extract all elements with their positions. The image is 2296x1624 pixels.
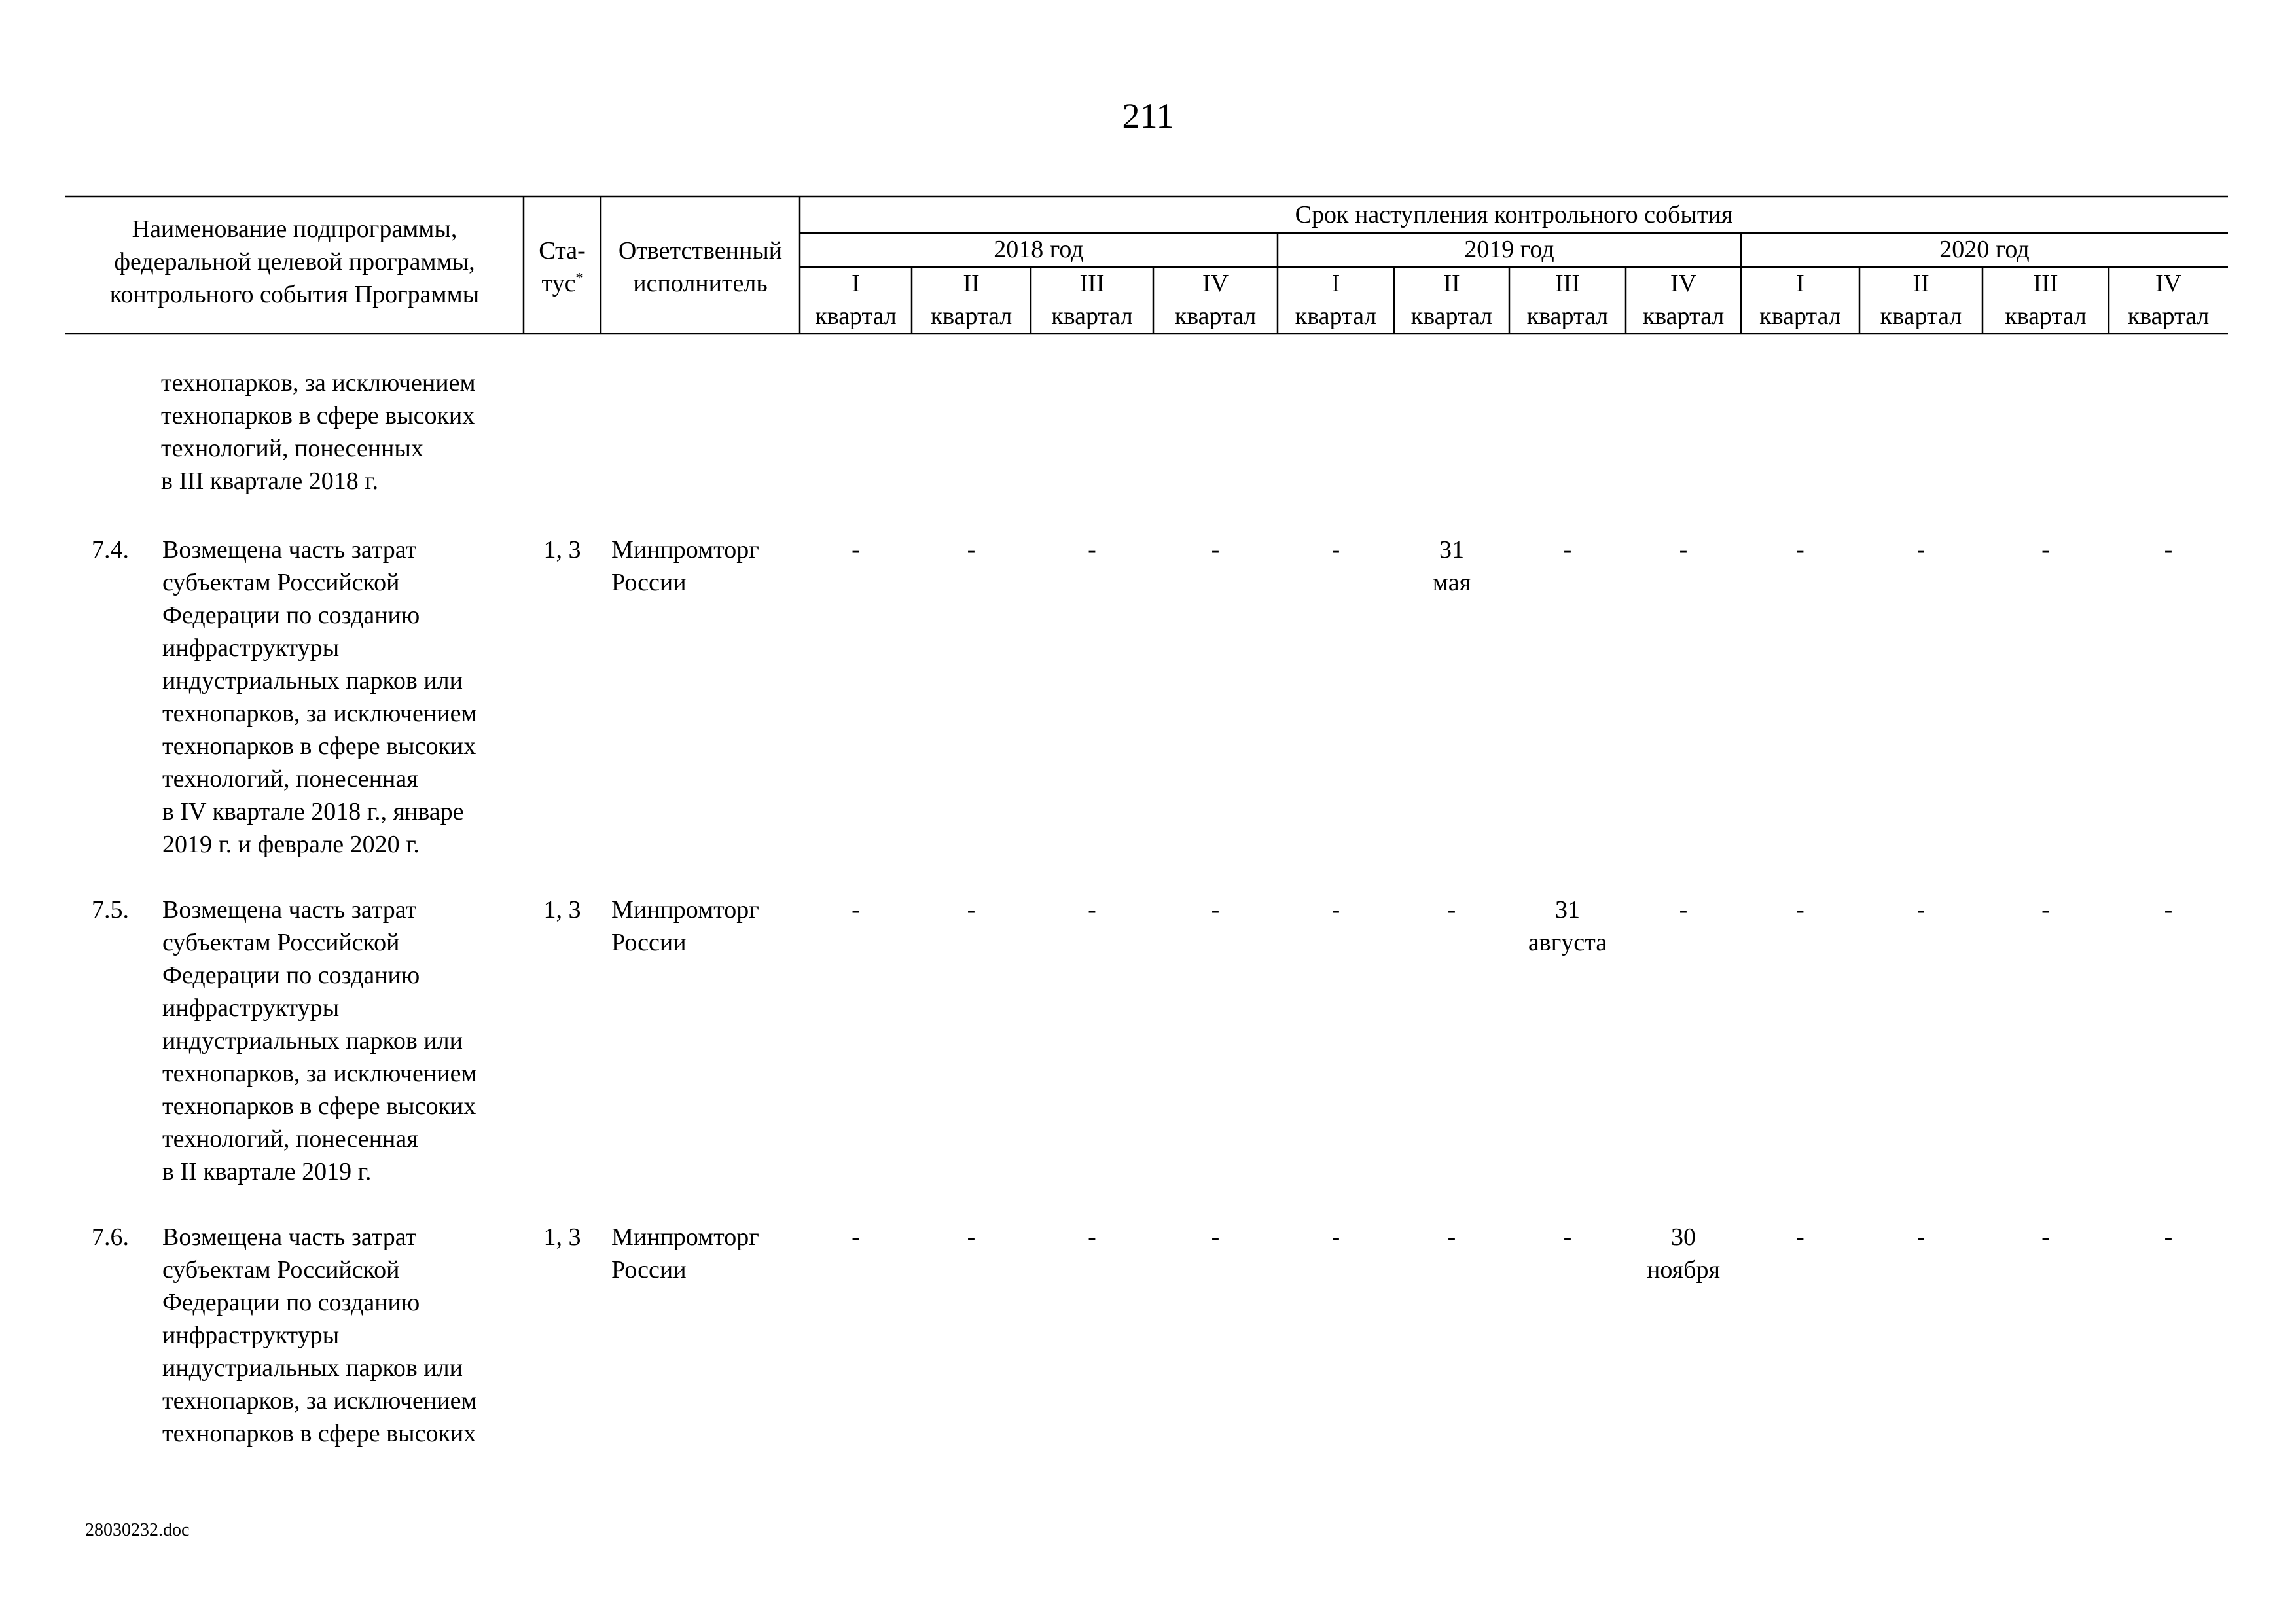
- header-quarter: [912, 267, 1031, 333]
- header-quarter-word: квартал: [1051, 302, 1133, 330]
- row-quarter-value: -: [1211, 1223, 1220, 1251]
- header-quarter-number: IV: [1202, 270, 1229, 297]
- header-quarter-number: II: [1912, 270, 1929, 297]
- header-quarter-number: III: [1079, 270, 1105, 297]
- row-quarter-value: -: [852, 536, 860, 564]
- header-executor-bottom: исполнитель: [633, 270, 768, 297]
- row-quarter-value: -: [1679, 896, 1688, 924]
- header-quarter-word: квартал: [2005, 302, 2087, 330]
- header-quarter: [1859, 267, 1982, 333]
- header-status-top: Ста-: [539, 237, 586, 264]
- header-quarter-number: II: [963, 270, 980, 297]
- header-quarter-number: I: [852, 270, 860, 297]
- header-quarter: [1741, 267, 1859, 333]
- page-number: 211: [1122, 96, 1174, 135]
- header-quarter: [1509, 267, 1626, 333]
- header-quarter-word: квартал: [2127, 302, 2210, 330]
- header-status-bottom: тус: [541, 270, 576, 297]
- header-quarter-word: квартал: [1642, 302, 1725, 330]
- header-quarter-word: квартал: [1880, 302, 1962, 330]
- header-name-text: Наименование подпрограммы, федеральной целевой программы, контрольного события Программы: [109, 215, 480, 308]
- row-quarter-value: 30 ноября: [1647, 1223, 1720, 1284]
- header-quarter-word: квартал: [1410, 302, 1493, 330]
- header-executor-column: [601, 234, 800, 300]
- row-quarter-value: -: [2041, 1223, 2050, 1251]
- row-quarter-value: -: [1088, 896, 1096, 924]
- row-quarter-value: -: [1916, 536, 1926, 564]
- row-quarter-value: -: [1331, 896, 1340, 924]
- continuation-text: технопарков, за исключением технопарков в сфере высоких технологий, понесенных в III квартале 2018 г.: [161, 369, 476, 495]
- row-quarter-value: -: [1447, 896, 1456, 924]
- row-quarter-value: -: [1563, 536, 1572, 564]
- row-quarter-value: -: [852, 896, 860, 924]
- header-quarter: [1626, 267, 1741, 333]
- header-quarter-number: II: [1443, 270, 1460, 297]
- header-quarter-word: квартал: [1295, 302, 1377, 330]
- row-number: 7.5.: [92, 896, 129, 924]
- row-quarter-value: -: [852, 1223, 860, 1251]
- row-quarter-value: -: [1331, 1223, 1340, 1251]
- header-status-bottom-line: [524, 267, 601, 300]
- row-quarter-value: -: [1211, 536, 1220, 564]
- header-quarter: [1278, 267, 1394, 333]
- row-quarter-value: 31 мая: [1432, 536, 1471, 596]
- header-quarter: [1394, 267, 1509, 333]
- row-quarter-value: -: [1679, 536, 1688, 564]
- row-executor: Минпромторг России: [611, 536, 759, 596]
- row-quarter-value: -: [1796, 896, 1804, 924]
- row-description: Возмещена часть затрат субъектам Российской Федерации по созданию инфраструктуры индустриальных парков или технопарков, за исключением технопарков в сфере высоких технологий, понесенная в II квартале 2019 г.: [162, 896, 477, 1185]
- row-description: Возмещена часть затрат субъектам Российской Федерации по созданию инфраструктуры индустриальных парков или технопарков, за исключением технопарков в сфере высоких технологий, понесенная в IV квартале 2018 г., январе 2019 г. и феврале 2020 г.: [162, 536, 477, 858]
- header-quarter-number: I: [1331, 270, 1340, 297]
- header-status-column: [524, 234, 601, 300]
- row-quarter-value: -: [1088, 536, 1096, 564]
- row-status: 1, 3: [543, 1223, 581, 1251]
- header-name-column: [65, 213, 524, 311]
- row-status: 1, 3: [543, 536, 581, 564]
- header-quarter-number: III: [1555, 270, 1580, 297]
- row-quarter-value: -: [2041, 536, 2050, 564]
- header-quarter-word: квартал: [815, 302, 897, 330]
- row-quarter-value: -: [967, 536, 976, 564]
- header-quarter-number: III: [2033, 270, 2058, 297]
- row-quarter-value: -: [1916, 1223, 1926, 1251]
- row-number: 7.4.: [92, 536, 129, 564]
- row-quarter-value: -: [2164, 1223, 2173, 1251]
- header-status-mark: *: [575, 269, 583, 286]
- row-quarter-value: -: [967, 1223, 976, 1251]
- row-quarter-value: -: [1796, 536, 1804, 564]
- header-year: 2019 год: [1464, 236, 1554, 263]
- header-quarter-number: I: [1796, 270, 1804, 297]
- header-quarter: [1153, 267, 1278, 333]
- header-quarter-number: IV: [1670, 270, 1697, 297]
- header-executor-top: Ответственный: [618, 237, 783, 264]
- header-deadline-title: Срок наступления контрольного события: [1295, 201, 1733, 228]
- row-quarter-value: -: [1563, 1223, 1572, 1251]
- header-quarter: [800, 267, 912, 333]
- header-quarter: [1031, 267, 1153, 333]
- row-quarter-value: -: [1916, 896, 1926, 924]
- row-number: 7.6.: [92, 1223, 129, 1251]
- header-year: 2020 год: [1939, 236, 2030, 263]
- row-quarter-value: -: [2164, 536, 2173, 564]
- header-year: 2018 год: [994, 236, 1084, 263]
- row-quarter-value: -: [1211, 896, 1220, 924]
- row-quarter-value: -: [1331, 536, 1340, 564]
- header-quarter-word: квартал: [1526, 302, 1609, 330]
- header-quarter-number: IV: [2155, 270, 2182, 297]
- row-quarter-value: -: [1088, 1223, 1096, 1251]
- row-quarter-value: -: [1796, 1223, 1804, 1251]
- row-quarter-value: -: [2164, 896, 2173, 924]
- header-quarter-word: квартал: [1759, 302, 1841, 330]
- row-quarter-value: -: [967, 896, 976, 924]
- row-quarter-value: 31 августа: [1528, 896, 1607, 956]
- row-quarter-value: -: [1447, 1223, 1456, 1251]
- row-executor: Минпромторг России: [611, 896, 759, 956]
- row-status: 1, 3: [543, 896, 581, 924]
- header-quarter-word: квартал: [1174, 302, 1257, 330]
- row-executor: Минпромторг России: [611, 1223, 759, 1284]
- row-description: Возмещена часть затрат субъектам Российской Федерации по созданию инфраструктуры индустриальных парков или технопарков, за исключением технопарков в сфере высоких: [162, 1223, 477, 1447]
- footer-filename: 28030232.doc: [85, 1520, 190, 1540]
- row-quarter-value: -: [2041, 896, 2050, 924]
- header-quarter: [1982, 267, 2109, 333]
- header-quarter-word: квартал: [930, 302, 1013, 330]
- header-quarter: [2109, 267, 2228, 333]
